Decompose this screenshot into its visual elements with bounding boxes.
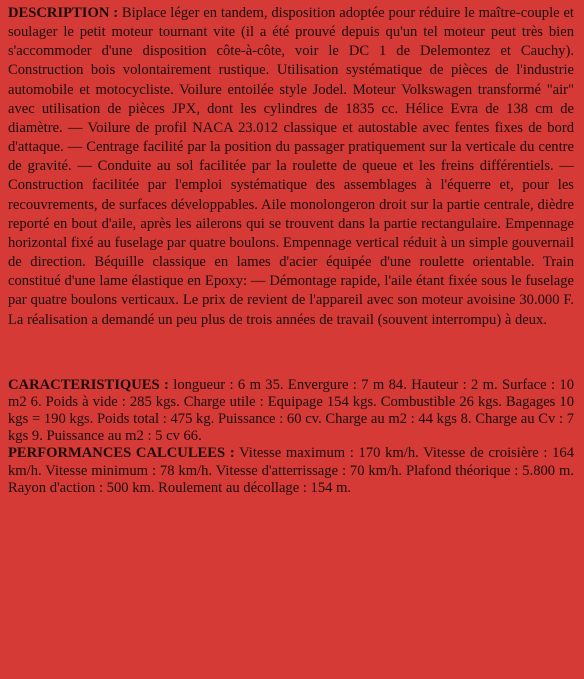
description-heading: DESCRIPTION : (8, 5, 119, 21)
performances-paragraph (8, 445, 574, 497)
description-paragraph (8, 4, 574, 330)
description-text: Biplace léger en tandem, disposition adoptée pour réduire le maître-couple et soulager le petit moteur tournant vite (il a été prouvé depuis qu'un tel moteur peut très bien s'accommoder d'une disposition côte-à-côte, voir le DC 1 de Delemontez et Cauchy). Construction bois volontairement rustique. Utilisation systématique de pièces de l'industrie automobile et motocycliste. Voilure entoilée style Jodel. Moteur Volkswagen transformé "air" avec utilisation de pièces JPX, dont les cylindres de 1835 cc. Hélice Evra de 138 cm de diamètre. — Voilure de profil NACA 23.012 classique et autostable avec fentes fixes de bord d'attaque. — Centrage facilité par la position du passager pratiquement sur la verticale du centre de gravité. — Conduite au sol facilitée par la roulette de queue et les freins différentiels. — Construction facilitée par l'emploi systématique des assemblages à l'équerre et, pour les recouvrements, de surfaces développables. Aile monolongeron droit sur la partie centrale, dièdre reporté en bout d'aile, après les ailerons qui se trouvent dans la partie rectangulaire. Empennage horizontal fixé au fuselage par quatre boulons. Empennage vertical réduit à un simple gouvernail de direction. Béquille classique en lames d'acier équipée d'une roulette orientable. Train constitué d'une lame élastique en Epoxy: — Démontage rapide, l'aile étant fixée sous le fuselage par quatre boulons verticaux. Le prix de revient de l'appareil avec son moteur avoisine 30.000 F. La réalisation a demandé un peu plus de trois années de travail (souvent interrompu) à deux. (8, 5, 574, 328)
specifications-block (8, 377, 574, 497)
caracteristiques-heading: CARACTERISTIQUES : (8, 376, 169, 393)
performances-heading: PERFORMANCES CALCULEES : (8, 445, 235, 462)
caracteristiques-paragraph (8, 377, 574, 446)
performances-text: Vitesse maximum : 170 km/h. Vitesse de croisière : 164 km/h. Vitesse minimum : 78 km/h. Vitesse d'atterrissage : 70 km/h. Plafond théorique : 5.800 m. Rayon d'action : 500 km. Roulement au décollage : 154 m. (8, 445, 575, 496)
caracteristiques-text: longueur : 6 m 35. Envergure : 7 m 84. Hauteur : 2 m. Surface : 10 m2 6. Poids à vide : 285 kgs. Charge utile : Equipage 154 kgs. Combustible 26 kgs. Bagages 10 kgs = 190 kgs. Poids total : 475 kg. Puissance : 60 cv. Charge au m2 : 44 kgs 8. Charge au Cv : 7 kgs 9. Puissance au m2 : 5 cv 66. (8, 376, 574, 445)
